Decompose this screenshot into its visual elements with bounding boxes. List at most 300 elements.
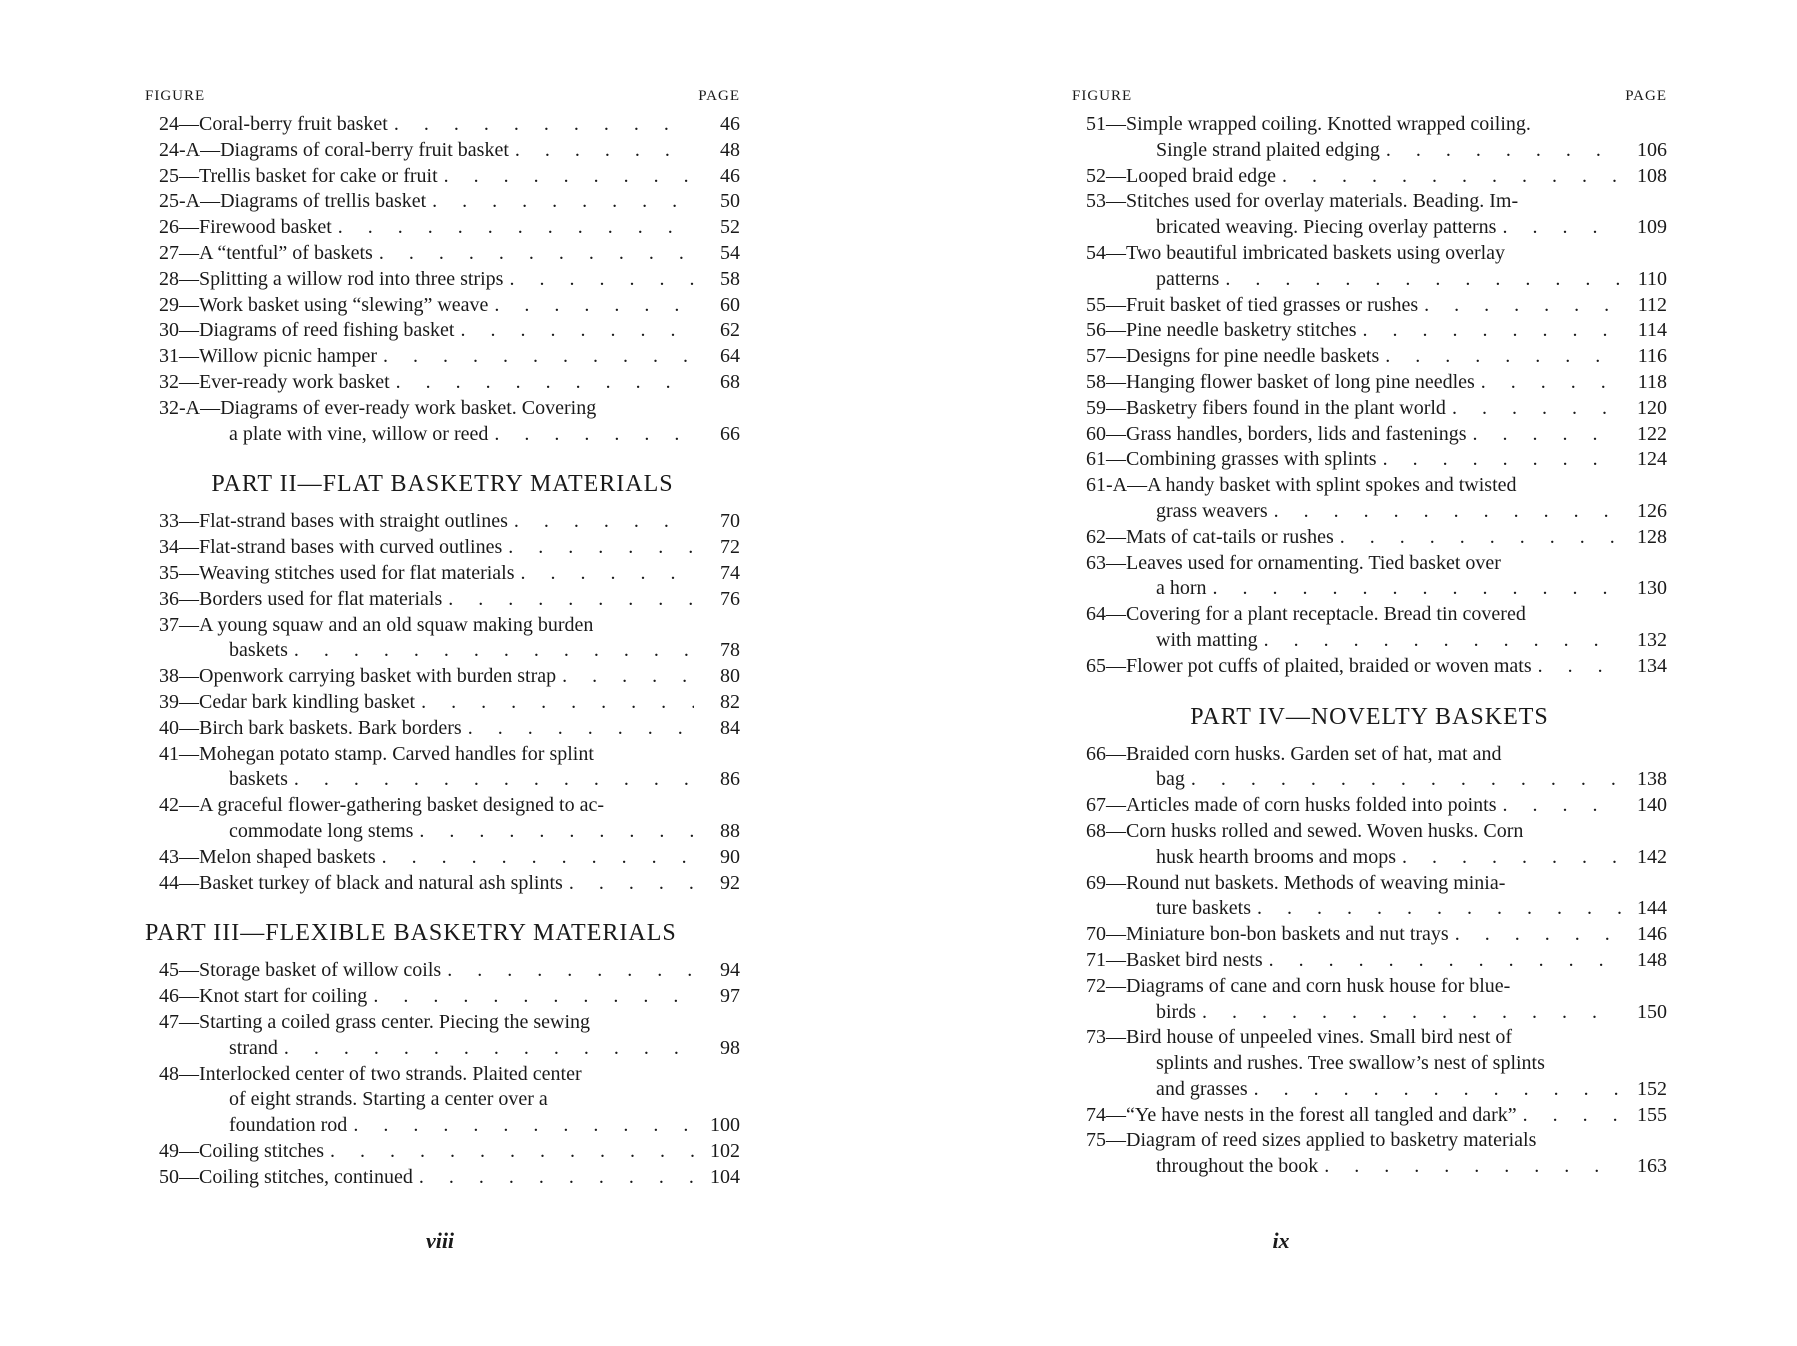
figure-entry xyxy=(1072,447,1667,473)
entry-line xyxy=(1072,267,1667,293)
dot-leader xyxy=(324,1139,694,1165)
figure-entry xyxy=(145,561,740,587)
figure-caption: 42—A graceful flower-gathering basket designed to ac- xyxy=(159,794,604,817)
figure-entry xyxy=(145,1139,740,1165)
dot-leader xyxy=(288,767,694,793)
figure-entry xyxy=(145,344,740,370)
figure-caption: baskets xyxy=(229,768,288,791)
dot-leader xyxy=(278,1036,694,1062)
page-number: 122 xyxy=(1637,422,1667,445)
entry-line xyxy=(145,112,740,138)
dot-leader xyxy=(1418,293,1621,319)
dot-leader xyxy=(415,690,694,716)
figure-caption: 74—“Ye have nests in the forest all tangled and dark” xyxy=(1086,1103,1517,1126)
page-number: 88 xyxy=(720,819,740,842)
figure-caption: a plate with vine, willow or reed xyxy=(229,422,489,445)
entry-line xyxy=(1072,1051,1667,1077)
figure-caption: foundation rod xyxy=(229,1114,348,1137)
page-number: 140 xyxy=(1637,794,1667,817)
page-column-label: PAGE xyxy=(698,88,740,104)
page-number: 78 xyxy=(720,639,740,662)
figure-caption: ture baskets xyxy=(1156,897,1251,920)
page-number: 46 xyxy=(720,113,740,135)
entry-line xyxy=(145,509,740,535)
figure-entry xyxy=(145,1010,740,1062)
dot-leader xyxy=(1318,1154,1621,1180)
dot-leader xyxy=(390,370,694,396)
dot-leader xyxy=(1196,1000,1621,1026)
figure-caption: strand xyxy=(229,1036,278,1059)
figure-entry xyxy=(1072,164,1667,190)
entry-line xyxy=(145,1113,740,1139)
figure-caption: 52—Looped braid edge xyxy=(1086,164,1276,187)
figure-entry xyxy=(145,716,740,742)
entry-line xyxy=(145,819,740,845)
entry-line xyxy=(145,189,740,215)
entry-line xyxy=(1072,499,1667,525)
figure-entry xyxy=(145,1165,740,1191)
figure-entry xyxy=(145,1062,740,1139)
figure-caption: 28—Splitting a willow rod into three strips xyxy=(159,267,504,290)
entry-line xyxy=(145,690,740,716)
page-number: 60 xyxy=(720,293,740,316)
page-number: 148 xyxy=(1637,948,1667,971)
entry-line xyxy=(1072,370,1667,396)
dot-leader xyxy=(509,138,694,164)
entry-line xyxy=(1072,1000,1667,1026)
entry-line xyxy=(1072,922,1667,948)
dot-leader xyxy=(377,344,694,370)
figure-caption: 67—Articles made of corn husks folded into points xyxy=(1086,794,1497,817)
entry-line xyxy=(1072,793,1667,819)
figure-entry xyxy=(145,871,740,897)
page-number: 108 xyxy=(1637,164,1667,187)
figure-caption: 49—Coiling stitches xyxy=(159,1139,324,1162)
figure-caption: 24-A—Diagrams of coral-berry fruit basket xyxy=(159,138,509,161)
figure-entry xyxy=(145,535,740,561)
page-number: 68 xyxy=(720,370,740,393)
figure-caption: bricated weaving. Piecing overlay patterns xyxy=(1156,216,1497,239)
figure-caption: 27—A “tentful” of baskets xyxy=(159,241,373,264)
right-page xyxy=(898,0,1797,1346)
page-number: 128 xyxy=(1637,525,1667,548)
figure-entry xyxy=(1072,318,1667,344)
figure-entry xyxy=(1072,1025,1667,1102)
figure-entry xyxy=(1072,189,1667,241)
figure-caption: bag xyxy=(1156,768,1185,791)
figure-entry xyxy=(1072,396,1667,422)
page-number: 62 xyxy=(720,319,740,342)
entry-line xyxy=(1072,189,1667,215)
dot-leader xyxy=(454,318,694,344)
entry-line xyxy=(145,1139,740,1165)
page-number: 94 xyxy=(720,959,740,982)
page-number: 112 xyxy=(1637,293,1667,316)
entry-line xyxy=(1072,1154,1667,1180)
page-number: 52 xyxy=(720,216,740,239)
figure-caption: 26—Firewood basket xyxy=(159,216,332,239)
figure-caption: 61—Combining grasses with splints xyxy=(1086,448,1377,471)
left-contents-column xyxy=(145,88,740,1190)
dot-leader xyxy=(388,112,694,138)
dot-leader xyxy=(508,509,694,535)
figure-entry xyxy=(145,164,740,190)
page-number: 100 xyxy=(710,1114,740,1137)
page-number: 124 xyxy=(1637,448,1667,471)
dot-leader xyxy=(1276,164,1621,190)
figure-caption: patterns xyxy=(1156,267,1220,290)
page-number: 48 xyxy=(720,138,740,161)
dot-leader xyxy=(488,293,694,319)
entry-line xyxy=(1072,974,1667,1000)
figure-caption: 69—Round nut baskets. Methods of weaving minia- xyxy=(1086,871,1506,894)
figure-entry xyxy=(1072,742,1667,794)
page-number: 138 xyxy=(1637,768,1667,791)
entry-line xyxy=(1072,447,1667,473)
dot-leader xyxy=(1251,896,1621,922)
page-number: 144 xyxy=(1637,897,1667,920)
figure-entry xyxy=(1072,525,1667,551)
dot-leader xyxy=(1263,948,1621,974)
figure-caption: 48—Interlocked center of two strands. Plaited center xyxy=(159,1062,582,1085)
figure-caption: 31—Willow picnic hamper xyxy=(159,345,378,368)
figure-entry xyxy=(1072,112,1667,164)
page-number: 142 xyxy=(1637,845,1667,868)
dot-leader xyxy=(563,871,694,897)
dot-leader xyxy=(347,1113,694,1139)
left-column-header xyxy=(145,88,740,110)
figure-caption: 29—Work basket using “slewing” weave xyxy=(159,293,489,316)
figure-caption: of eight strands. Starting a center over a xyxy=(229,1088,548,1111)
page-number: 70 xyxy=(720,510,740,533)
figure-caption: 32-A—Diagrams of ever-ready work basket. Covering xyxy=(159,396,597,419)
figure-entry xyxy=(1072,948,1667,974)
figure-entry xyxy=(1072,793,1667,819)
dot-leader xyxy=(1334,525,1621,551)
entry-line xyxy=(1072,344,1667,370)
dot-leader xyxy=(1258,628,1621,654)
entry-line xyxy=(1072,1077,1667,1103)
entry-line xyxy=(1072,602,1667,628)
entry-line xyxy=(145,984,740,1010)
figure-caption: husk hearth brooms and mops xyxy=(1156,845,1396,868)
page-number: 155 xyxy=(1637,1103,1667,1126)
figure-caption: 40—Birch bark baskets. Bark borders xyxy=(159,716,462,739)
figure-caption: Single strand plaited edging xyxy=(1156,138,1380,161)
left-page xyxy=(0,0,898,1346)
dot-leader xyxy=(413,1165,694,1191)
section-heading: PART II—FLAT BASKETRY MATERIALS xyxy=(211,471,674,498)
figure-entry xyxy=(145,690,740,716)
figure-entry xyxy=(1072,922,1667,948)
page-number: 74 xyxy=(720,561,740,584)
figure-entry xyxy=(1072,871,1667,923)
page-number-right: ix xyxy=(1272,1228,1290,1253)
figure-caption: 37—A young squaw and an old squaw making burden xyxy=(159,613,594,636)
figure-entry xyxy=(145,189,740,215)
dot-leader xyxy=(1357,318,1622,344)
page-number: 64 xyxy=(720,345,740,368)
entry-line xyxy=(145,241,740,267)
entry-line xyxy=(145,958,740,984)
dot-leader xyxy=(1467,422,1622,448)
dot-leader xyxy=(515,561,694,587)
figure-entry xyxy=(145,509,740,535)
page-number: 109 xyxy=(1637,216,1667,239)
entry-line xyxy=(145,1087,740,1113)
dot-leader xyxy=(1379,344,1621,370)
dot-leader xyxy=(1248,1077,1621,1103)
figure-caption: 47—Starting a coiled grass center. Piecing the sewing xyxy=(159,1010,591,1033)
figure-caption: 33—Flat-strand bases with straight outlines xyxy=(159,510,508,533)
figure-caption: 63—Leaves used for ornamenting. Tied basket over xyxy=(1086,551,1501,574)
dot-leader xyxy=(1532,654,1621,680)
figure-entry xyxy=(145,587,740,613)
entry-line xyxy=(1072,473,1667,499)
figure-caption: and grasses xyxy=(1156,1077,1248,1100)
dot-leader xyxy=(441,958,694,984)
entry-line xyxy=(1072,422,1667,448)
figure-caption: baskets xyxy=(229,639,288,662)
entry-line xyxy=(1072,871,1667,897)
page-number: 84 xyxy=(720,716,740,739)
entry-line xyxy=(145,293,740,319)
page-number: 46 xyxy=(720,164,740,187)
figure-caption: 72—Diagrams of cane and corn husk house for blue- xyxy=(1086,974,1511,997)
dot-leader xyxy=(1185,767,1621,793)
dot-leader xyxy=(332,215,694,241)
figure-caption: 54—Two beautiful imbricated baskets using overlay xyxy=(1086,241,1506,264)
entry-line xyxy=(145,561,740,587)
figure-entry xyxy=(145,984,740,1010)
entry-line xyxy=(145,344,740,370)
figure-entry xyxy=(1072,654,1667,680)
page-number: 98 xyxy=(720,1036,740,1059)
page-number: 152 xyxy=(1637,1077,1667,1100)
entry-line xyxy=(1072,896,1667,922)
dot-leader xyxy=(503,267,694,293)
figure-caption: splints and rushes. Tree swallow’s nest of splints xyxy=(1156,1052,1545,1075)
figure-caption: birds xyxy=(1156,1000,1196,1023)
dot-leader xyxy=(373,241,694,267)
dot-leader xyxy=(556,664,694,690)
dot-leader xyxy=(462,716,694,742)
figure-column-label: FIGURE xyxy=(145,88,206,104)
figure-entry xyxy=(145,742,740,794)
page-number: 104 xyxy=(710,1165,740,1188)
figure-caption: 44—Basket turkey of black and natural ash splints xyxy=(159,871,563,894)
figure-entry xyxy=(145,318,740,344)
figure-caption: 34—Flat-strand bases with curved outlines xyxy=(159,536,503,559)
entry-line xyxy=(145,742,740,768)
entry-line xyxy=(1072,164,1667,190)
dot-leader xyxy=(1497,793,1622,819)
dot-leader xyxy=(288,638,694,664)
page-column-label: PAGE xyxy=(1625,88,1667,104)
page-number: 102 xyxy=(710,1139,740,1162)
section-heading: PART IV—NOVELTY BASKETS xyxy=(1190,703,1549,730)
entry-line xyxy=(145,215,740,241)
entry-line xyxy=(1072,576,1667,602)
page-number: 66 xyxy=(720,422,740,445)
dot-leader xyxy=(1380,138,1621,164)
dot-leader xyxy=(1446,396,1621,422)
figure-entry xyxy=(1072,602,1667,654)
figure-caption: a horn xyxy=(1156,577,1207,600)
dot-leader xyxy=(1377,447,1621,473)
figure-caption: 25-A—Diagrams of trellis basket xyxy=(159,190,427,213)
figure-caption: 36—Borders used for flat materials xyxy=(159,587,443,610)
figure-caption: commodate long stems xyxy=(229,819,414,842)
figure-caption: 68—Corn husks rolled and sewed. Woven husks. Corn xyxy=(1086,819,1524,842)
dot-leader xyxy=(1517,1103,1621,1129)
page-number: 80 xyxy=(720,665,740,688)
figure-caption: 38—Openwork carrying basket with burden strap xyxy=(159,665,557,688)
right-contents-column xyxy=(1072,88,1667,1180)
figure-entry xyxy=(1072,422,1667,448)
page-number: 134 xyxy=(1637,654,1667,677)
dot-leader xyxy=(1219,267,1621,293)
entry-line xyxy=(145,370,740,396)
figure-entry xyxy=(1072,293,1667,319)
entry-line xyxy=(145,793,740,819)
entry-line xyxy=(1072,1128,1667,1154)
entry-line xyxy=(1072,525,1667,551)
page-number: 76 xyxy=(720,587,740,610)
entry-line xyxy=(145,164,740,190)
entry-line xyxy=(145,638,740,664)
page-number: 72 xyxy=(720,536,740,559)
page-number: 82 xyxy=(720,690,740,713)
figure-entry xyxy=(145,267,740,293)
entry-line xyxy=(1072,215,1667,241)
figure-entry xyxy=(145,396,740,448)
dot-leader xyxy=(438,164,694,190)
left-figure-list xyxy=(145,112,740,1190)
entry-line xyxy=(145,871,740,897)
figure-caption: 39—Cedar bark kindling basket xyxy=(159,690,416,713)
figure-caption: 75—Diagram of reed sizes applied to basketry materials xyxy=(1086,1129,1537,1152)
figure-entry xyxy=(1072,370,1667,396)
page-number-left: viii xyxy=(425,1228,455,1253)
figure-entry xyxy=(1072,819,1667,871)
entry-line xyxy=(145,422,740,448)
entry-line xyxy=(145,1062,740,1088)
figure-caption: 43—Melon shaped baskets xyxy=(159,845,376,868)
figure-caption: grass weavers xyxy=(1156,499,1268,522)
figure-caption: 41—Mohegan potato stamp. Carved handles for splint xyxy=(159,742,594,765)
page-number: 54 xyxy=(720,241,740,264)
entry-line xyxy=(1072,819,1667,845)
entry-line xyxy=(145,318,740,344)
figure-caption: 24—Coral-berry fruit basket xyxy=(159,113,388,135)
page-number: 106 xyxy=(1637,138,1667,161)
figure-caption: 57—Designs for pine needle baskets xyxy=(1086,345,1380,368)
page-number: 86 xyxy=(720,768,740,791)
entry-line xyxy=(1072,112,1667,138)
dot-leader xyxy=(426,189,694,215)
dot-leader xyxy=(1268,499,1621,525)
entry-line xyxy=(1072,318,1667,344)
figure-caption: with matting xyxy=(1156,628,1258,651)
page-number: 120 xyxy=(1637,396,1667,419)
figure-caption: 55—Fruit basket of tied grasses or rushes xyxy=(1086,293,1419,316)
entry-line xyxy=(1072,654,1667,680)
dot-leader xyxy=(1396,845,1621,871)
figure-entry xyxy=(1072,974,1667,1026)
figure-entry xyxy=(145,793,740,845)
entry-line xyxy=(1072,742,1667,768)
page-number: 50 xyxy=(720,190,740,213)
figure-caption: 62—Mats of cat-tails or rushes xyxy=(1086,525,1334,548)
figure-caption: 53—Stitches used for overlay materials. Beading. Im- xyxy=(1086,190,1519,213)
section-heading: PART III—FLEXIBLE BASKETRY MATERIALS xyxy=(145,920,677,947)
page-number: 150 xyxy=(1637,1000,1667,1023)
entry-line xyxy=(1072,948,1667,974)
page-number: 118 xyxy=(1637,370,1667,393)
figure-entry xyxy=(1072,551,1667,603)
figure-entry xyxy=(145,664,740,690)
dot-leader xyxy=(1449,922,1621,948)
dot-leader xyxy=(442,587,694,613)
dot-leader xyxy=(367,984,694,1010)
entry-line xyxy=(1072,1025,1667,1051)
entry-line xyxy=(145,267,740,293)
entry-line xyxy=(1072,241,1667,267)
entry-line xyxy=(1072,551,1667,577)
figure-caption: 70—Miniature bon-bon baskets and nut trays xyxy=(1086,923,1449,946)
figure-caption: 51—Simple wrapped coiling. Knotted wrapped coiling. xyxy=(1086,113,1531,135)
figure-caption: 50—Coiling stitches, continued xyxy=(159,1165,413,1188)
figure-caption: 56—Pine needle basketry stitches xyxy=(1086,319,1357,342)
dot-leader xyxy=(1207,576,1621,602)
figure-caption: 73—Bird house of unpeeled vines. Small bird nest of xyxy=(1086,1026,1513,1049)
right-column-header xyxy=(1072,88,1667,110)
dot-leader xyxy=(376,845,694,871)
right-figure-list xyxy=(1072,112,1667,1180)
page-number: 126 xyxy=(1637,499,1667,522)
page-number: 132 xyxy=(1637,628,1667,651)
figure-caption: 59—Basketry fibers found in the plant world xyxy=(1086,396,1446,419)
page-number: 92 xyxy=(720,871,740,894)
figure-entry xyxy=(145,138,740,164)
page-number: 130 xyxy=(1637,577,1667,600)
figure-entry xyxy=(145,613,740,665)
entry-line xyxy=(145,396,740,422)
entry-line xyxy=(1072,767,1667,793)
dot-leader xyxy=(488,422,694,448)
figure-caption: 60—Grass handles, borders, lids and fastenings xyxy=(1086,422,1467,445)
entry-line xyxy=(145,716,740,742)
entry-line xyxy=(1072,293,1667,319)
entry-line xyxy=(145,1010,740,1036)
entry-line xyxy=(145,664,740,690)
entry-line xyxy=(145,138,740,164)
page-number: 110 xyxy=(1637,267,1667,290)
entry-line xyxy=(1072,138,1667,164)
figure-column-label: FIGURE xyxy=(1072,88,1133,104)
figure-caption: 71—Basket bird nests xyxy=(1086,948,1263,971)
page-number: 116 xyxy=(1637,345,1667,368)
page-number: 90 xyxy=(720,845,740,868)
entry-line xyxy=(145,1165,740,1191)
figure-caption: 65—Flower pot cuffs of plaited, braided or woven mats xyxy=(1086,654,1532,677)
page-number: 97 xyxy=(720,985,740,1008)
figure-entry xyxy=(1072,1128,1667,1180)
entry-line xyxy=(145,587,740,613)
page-number: 163 xyxy=(1637,1155,1667,1178)
entry-line xyxy=(145,613,740,639)
